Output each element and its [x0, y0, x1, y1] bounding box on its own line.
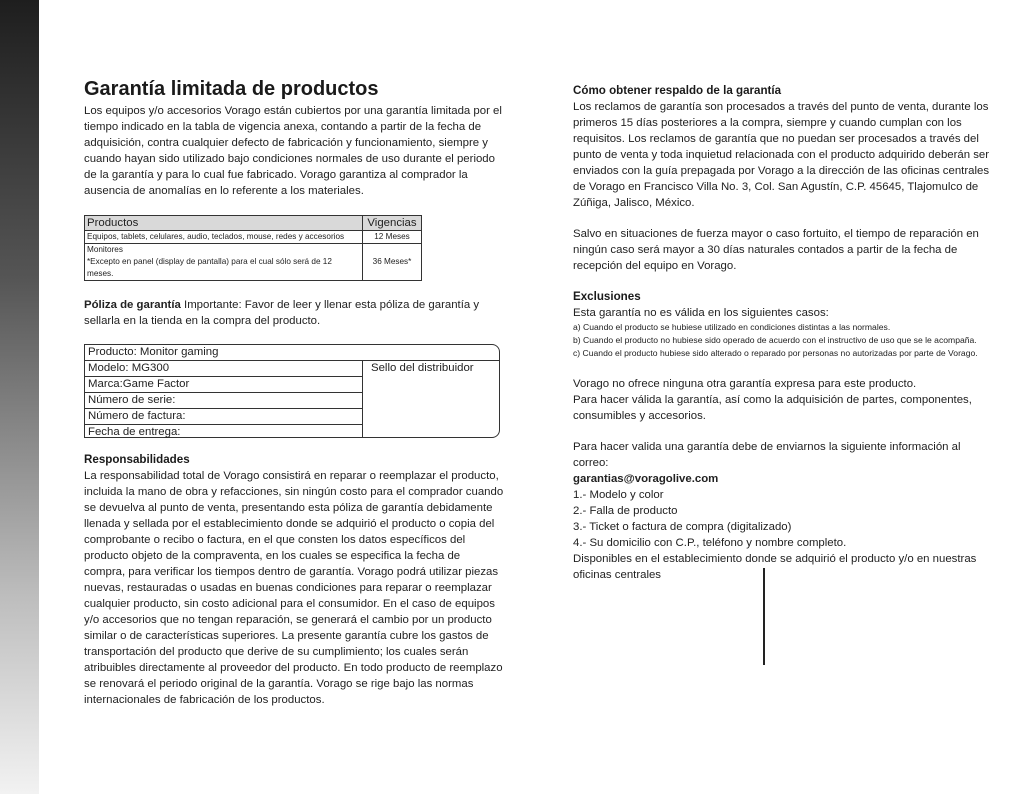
exclusion-item: a) Cuando el producto se hubiese utilizado en condiciones distintas a las normales.	[573, 322, 891, 332]
form-field-marca[interactable]: Marca:Game Factor	[85, 377, 363, 393]
form-field-serie[interactable]: Número de serie:	[85, 393, 363, 409]
table-row	[85, 244, 422, 281]
respaldo-title: Cómo obtener respaldo de la garantía	[573, 84, 782, 97]
table-header-products: Productos	[85, 216, 363, 231]
list-item: 1.- Modelo y color	[573, 489, 664, 501]
valid-warranty-text: Para hacer válida la garantía, así como la adquisición de partes, componentes, consumibles y accesorios.	[573, 394, 972, 422]
exclusiones-title: Exclusiones	[573, 290, 641, 303]
warranty-email-link[interactable]: garantias@voragolive.com	[573, 473, 719, 485]
list-item: 4.- Su domicilio con C.P., teléfono y nombre completo.	[573, 537, 847, 549]
form-field-factura[interactable]: Número de factura:	[85, 409, 363, 425]
left-column	[84, 78, 504, 708]
poliza-paragraph	[84, 297, 504, 329]
poliza-label: Póliza de garantía	[84, 299, 181, 311]
list-item: 2.- Falla de producto	[573, 505, 678, 517]
distributor-stamp-label: Sello del distribuidor	[371, 362, 474, 374]
responsibilities-section	[84, 452, 504, 708]
intro-paragraph: Los equipos y/o accesorios Vorago están cubiertos por una garantía limitada por el tiempo indicado en la tabla de vigencia anexa, contando a partir de la fecha de adquisición, contra cualquier defecto de fabricación y funcionamiento, siempre y cuando hayan sido utilizado bajo condiciones normales de uso durante el periodo de la garantía y para lo cual fue fabricado. Vorago garantiza al comprador la ausencia de anomalías en lo referente a los materiales.	[84, 105, 502, 197]
exclusion-item: b) Cuando el producto no hubiese sido operado de acuerdo con el instructivo de uso que se le acompaña.	[573, 335, 977, 345]
no-other-warranty-text: Vorago no ofrece ninguna otra garantía expresa para este producto.	[573, 378, 917, 390]
form-field-producto[interactable]: Producto: Monitor gaming	[85, 345, 499, 361]
email-intro-text: Para hacer valida una garantía debe de enviarnos la siguiente información al correo:	[573, 441, 961, 469]
poliza-text: Importante: Favor de leer y llenar esta póliza de garantía y sellarla en la tienda en la compra del producto.	[84, 299, 480, 327]
table-header-validity: Vigencias	[363, 216, 422, 231]
responsibilities-text: La responsabilidad total de Vorago consistirá en reparar o reemplazar el producto, incluida la mano de obra y refacciones, sin ningún costo para el comprador cuando se devuelva al punto de venta, presentando esta póliza de garantía debidamente llenada y sellada por el establecimiento donde se adquirió el producto o copia del comprobante o recibo o factura, en el que consten los datos específicos del producto objeto de la compraventa, en los cuales se especifica la fecha de compra, para verificar los tiempos dentro de garantía. Vorago podrá utilizar piezas nuevas, restauradas o usadas en buenas condiciones para reparar o reemplazar cualquier producto, sin costo adicional para el consumidor. En el caso de equipos y/o accesorios que no tengan reparación, se generará el cambio por un producto similar o de características superiores. La presente garantía cubre los gastos de transportación del producto que derive de su cumplimiento; los cuales serán atribuibles directamente al proveedor del producto. En todo producto de reemplazo se renovará el periodo original de la garantía. Vorago se rige bajo las normas internacionales de fabricación de los productos.	[84, 470, 504, 706]
table-cell-product: Equipos, tablets, celulares, audio, teclados, mouse, redes y accesorios	[85, 231, 363, 244]
table-cell-validity: 36 Meses*	[363, 244, 422, 281]
exclusion-item: c) Cuando el producto hubiese sido alterado o reparado por personas no autorizadas por parte de Vorago.	[573, 348, 978, 358]
responsibilities-title: Responsabilidades	[84, 453, 190, 466]
table-cell-product-name: Monitores	[87, 245, 123, 254]
validity-table	[84, 215, 422, 281]
vertical-divider-line	[763, 568, 765, 665]
exclusiones-intro: Esta garantía no es válida en los siguientes casos:	[573, 307, 829, 319]
table-cell-product-note: *Excepto en panel (display de pantalla) para el cual sólo será de 12 meses.	[87, 257, 332, 278]
right-column	[573, 83, 993, 583]
table-cell-product	[85, 244, 363, 281]
product-form	[84, 344, 500, 438]
availability-text: Disponibles en el establecimiento donde se adquirió el producto y/o en nuestras oficinas centrales	[573, 553, 977, 581]
form-field-modelo[interactable]: Modelo: MG300	[85, 361, 363, 377]
table-row	[85, 231, 422, 244]
respaldo-text: Los reclamos de garantía son procesados a través del punto de venta, durante los primeros 15 días posteriores a la compra, siempre y cuando cumplan con los requisitos. Los reclamos de garantía que no puedan ser procesados a través del punto de venta y toda inquietud relacionada con el producto adquirido deberán ser enviados con la guía prepagada por Vorago a la dirección de las oficinas centrales de Vorago en Francisco Villa No. 3, Col. San Agustín, C.P. 45645, Tlajomulco de Zúñiga, Jalisco, México.	[573, 101, 990, 209]
page-edge-gradient	[0, 0, 39, 794]
page-title: Garantía limitada de productos	[84, 78, 379, 100]
fuerza-mayor-text: Salvo en situaciones de fuerza mayor o caso fortuito, el tiempo de reparación en ningún caso será mayor a 30 días naturales contados a partir de la fecha de recepción del equipo en Vorago.	[573, 228, 979, 272]
form-field-entrega[interactable]: Fecha de entrega:	[85, 425, 363, 438]
table-cell-validity: 12 Meses	[363, 231, 422, 244]
list-item: 3.- Ticket o factura de compra (digitalizado)	[573, 521, 792, 533]
